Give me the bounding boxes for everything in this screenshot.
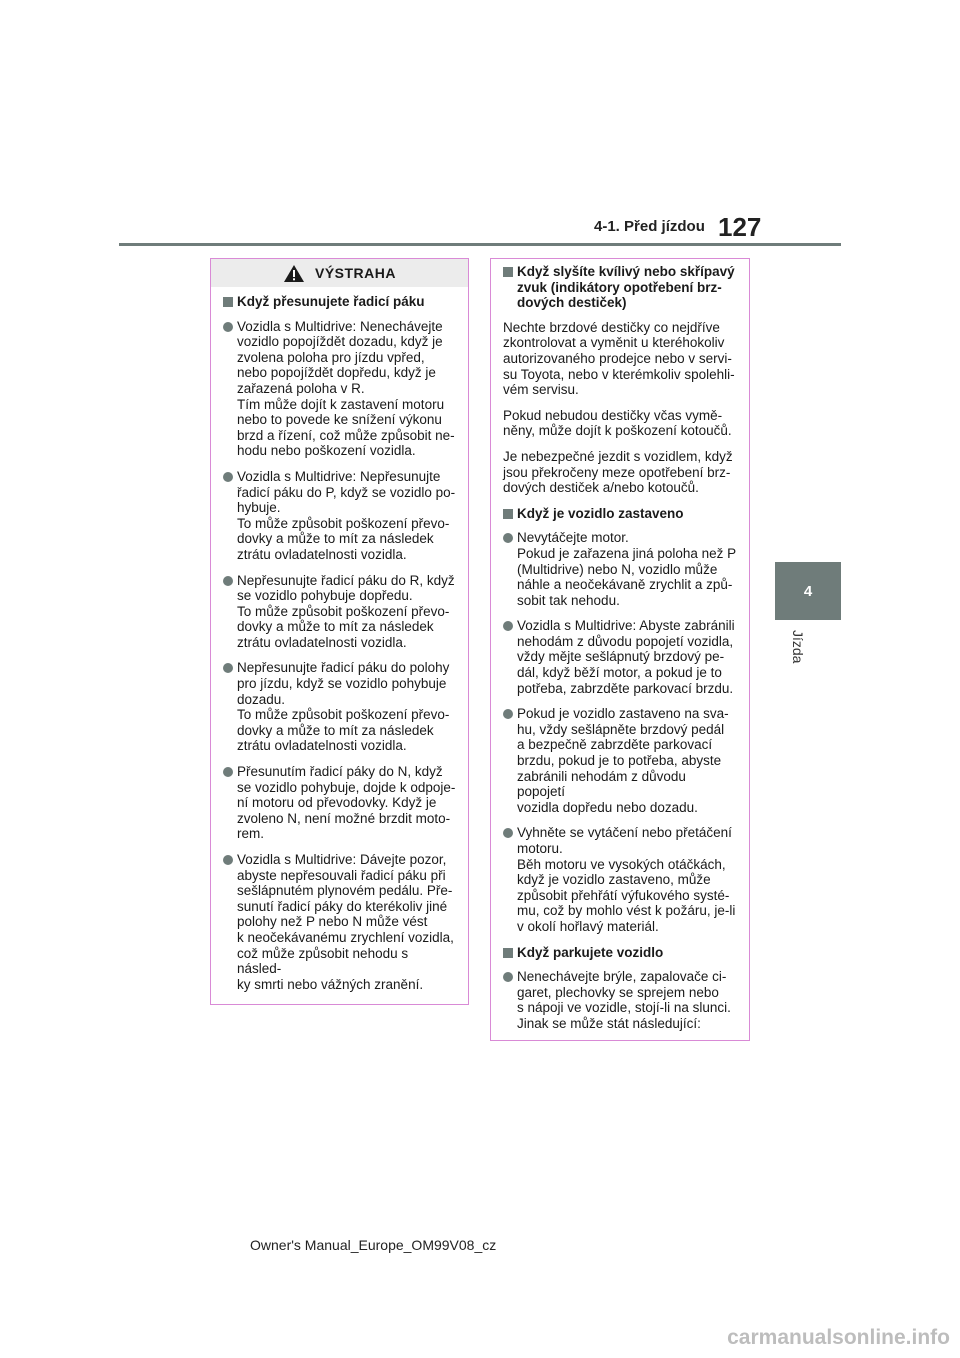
warning-title: VÝSTRAHA <box>314 265 396 281</box>
warning-header <box>211 259 468 287</box>
list-item-text: Pokud je vozidlo zastaveno na sva- hu, vždy sešlápněte brzdový pedál a bezpečně zabrzděte parkovací brzdu, pokud je to potřeba, abyste zabránili nehodám z důvodu popojetí vozidla dopředu nebo dozadu. <box>517 706 729 815</box>
list-item-text: Nevytáčejte motor. Pokud je zařazena jiná poloha než P (Multidrive) nebo N, vozidlo může náhle a neočekávaně zrychlit a způ- sobit tak nehodu. <box>517 530 737 608</box>
circle-bullet-icon <box>223 663 233 673</box>
section-title <box>223 294 456 310</box>
circle-bullet-icon <box>223 472 233 482</box>
list-item-text: Nepřesunujte řadicí páku do polohy pro jízdu, když se vozidlo pohybuje dozadu. To může způsobit poškození převo- dovky a může to mít za následek ztrátu ovladatelnosti vozidla. <box>237 660 450 754</box>
list-item-text: Nenechávejte brýle, zapalovače ci- garet, plechovky se sprejem nebo s nápoji ve vozidle, stojí-li na slunci. Jinak se může stát následující: <box>517 969 731 1031</box>
circle-bullet-icon <box>223 322 233 332</box>
section-title <box>503 945 737 961</box>
watermark[interactable]: carmanualsonline.info <box>727 1326 950 1349</box>
warning-triangle-icon <box>283 264 305 283</box>
circle-bullet-icon <box>503 972 513 982</box>
list-item-text: Vozidla s Multidrive: Nepřesunujte řadicí páku do P, když se vozidlo po- hybuje. To může způsobit poškození převo- dovky a může to mít za následek ztrátu ovladatelnosti vozidla. <box>237 468 456 562</box>
list-item-text: Vyhněte se vytáčení nebo přetáčení motoru. Běh motoru ve vysokých otáčkách, když je vozidlo zastaveno, může způsobit přehřátí výfukového systé- mu, což by mohlo vést k požáru, je-li v okolí hořlavý materiál. <box>517 825 736 934</box>
chapter-label: Jízda <box>790 630 806 664</box>
list-item <box>503 618 737 696</box>
section-title <box>503 264 737 311</box>
section-heading: 4-1. Před jízdou <box>594 218 705 235</box>
square-bullet-icon <box>223 297 233 307</box>
paragraph: Pokud nebudou destičky včas vymě- něny, může dojít k poškození kotoučů. <box>503 407 732 439</box>
circle-bullet-icon <box>503 621 513 631</box>
list-item <box>503 706 737 815</box>
header-rule <box>119 243 841 246</box>
paragraph: Nechte brzdové destičky co nejdříve zkontrolovat a vyměnit u kteréhokoliv autorizovaného prodejce nebo v servi- su Toyota, nebo v kterémkoliv spolehli- vém servisu. <box>503 319 735 398</box>
square-bullet-icon <box>503 509 513 519</box>
paragraph: Je nebezpečné jezdit s vozidlem, když jsou překročeny meze opotřebení brz- dových destiček a/nebo kotoučů. <box>503 448 733 496</box>
list-item-text: Nepřesunujte řadicí páku do R, když se vozidlo pohybuje dopředu. To může způsobit poškození převo- dovky a může to mít za následek ztrátu ovladatelnosti vozidla. <box>237 572 455 650</box>
list-item <box>503 530 737 608</box>
section-title <box>503 506 737 522</box>
page-number: 127 <box>718 212 762 242</box>
chapter-tab <box>775 562 841 620</box>
warning-box-continued <box>490 258 750 1041</box>
list-item-text: Vozidla s Multidrive: Abyste zabránili nehodám z důvodu popojetí vozidla, vždy mějte sešlápnutý brzdový pe- dál, když běží motor, a pokud je to potřeba, zabrzděte parkovací brzdu. <box>517 618 735 696</box>
list-item <box>223 852 456 992</box>
circle-bullet-icon <box>503 533 513 543</box>
list-item-text: Přesunutím řadicí páky do N, když se vozidlo pohybuje, dojde k odpoje- ní motoru od převodovky. Když je zvoleno N, není možné brzdit moto- rem. <box>237 764 456 842</box>
section-title-text: Když parkujete vozidlo <box>517 944 664 960</box>
list-item <box>223 764 456 842</box>
chapter-number: 4 <box>803 582 813 600</box>
footer-text: Owner's Manual_Europe_OM99V08_cz <box>250 1237 497 1253</box>
list-item <box>223 660 456 754</box>
circle-bullet-icon <box>223 855 233 865</box>
list-item <box>503 825 737 934</box>
square-bullet-icon <box>503 267 513 277</box>
list-item-text: Vozidla s Multidrive: Dávejte pozor, abyste nepřesouvali řadicí páku při sešlápnutém plynovém pedálu. Pře- sunutí řadicí páky do kterékoliv jiné polohy než P nebo N může vést k neočekávanému zrychlení vozidla, což může způsobit nehodu s násled- ky smrti nebo vážných zranění. <box>237 852 454 992</box>
circle-bullet-icon <box>503 828 513 838</box>
section-title-text: Když je vozidlo zastaveno <box>517 505 684 521</box>
list-item <box>223 573 456 651</box>
list-item <box>223 469 456 563</box>
circle-bullet-icon <box>223 576 233 586</box>
list-item-text: Vozidla s Multidrive: Nenechávejte vozidlo popojíždět dozadu, když je zvolena poloha pro jízdu vpřed, nebo popojíždět dopředu, když je zařazená poloha v R. Tím může dojít k zastavení motoru nebo to povede ke snížení výkonu brzd a řízení, což může způsobit ne- hodu nebo poškození vozidla. <box>237 318 455 459</box>
circle-bullet-icon <box>503 709 513 719</box>
square-bullet-icon <box>503 948 513 958</box>
list-item <box>503 969 737 1031</box>
warning-box <box>210 258 469 1005</box>
section-title-text: Když slyšíte kvílivý nebo skřípavý zvuk (indikátory opotřebení brz- dových destiček) <box>517 264 735 311</box>
circle-bullet-icon <box>223 767 233 777</box>
section-title-text: Když přesunujete řadicí páku <box>237 294 425 309</box>
list-item <box>223 319 456 459</box>
